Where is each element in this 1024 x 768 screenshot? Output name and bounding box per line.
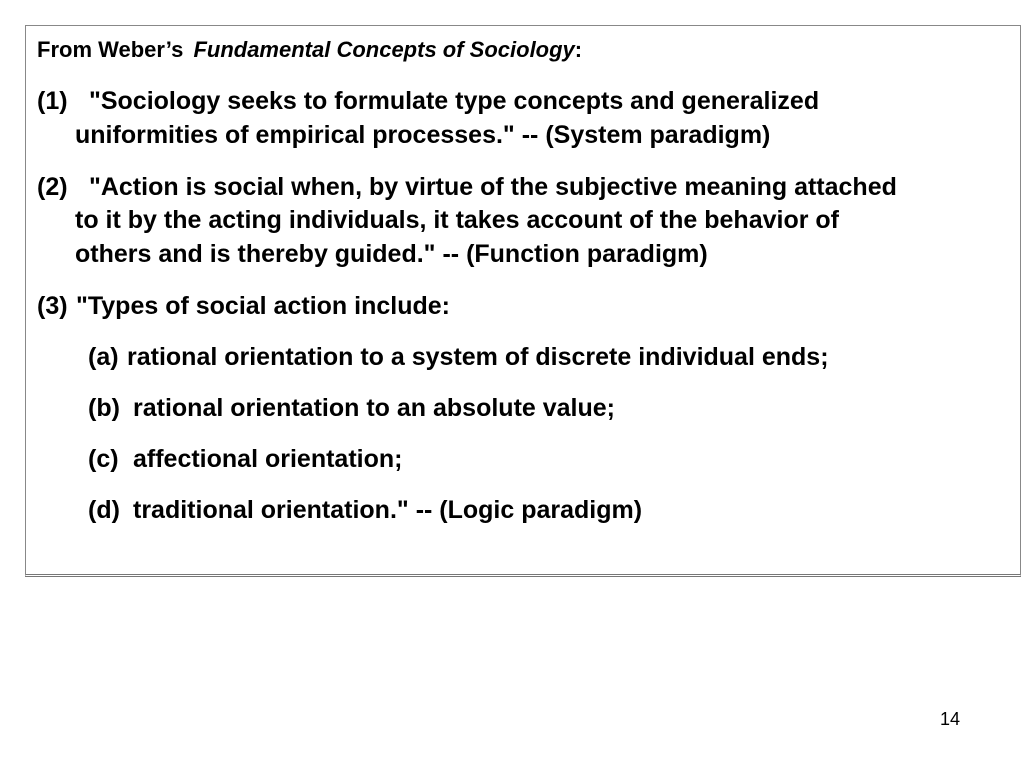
point-number: (3): [37, 292, 68, 320]
subpoint-letter: (d): [88, 496, 120, 524]
subpoint-text: rational orientation to a system of discrete individual ends;: [127, 343, 829, 371]
point-text-line: uniformities of empirical processes." -- (System paradigm): [75, 121, 771, 149]
subpoint-letter: (b): [88, 394, 120, 422]
subpoint-text: affectional orientation;: [133, 445, 403, 473]
slide-heading: [37, 35, 582, 65]
heading-colon: :: [574, 37, 583, 62]
subpoint-text: traditional orientation." -- (Logic paradigm): [133, 496, 643, 524]
point-text-line: "Types of social action include:: [76, 292, 450, 320]
page-number: 14: [940, 709, 961, 729]
subpoint-letter: (a): [88, 343, 119, 371]
book-title: Fundamental Concepts of Sociology: [193, 37, 575, 62]
point-text-line: others and is thereby guided." -- (Function paradigm): [75, 240, 708, 268]
point-text-line: "Action is social when, by virtue of the subjective meaning attached: [89, 173, 897, 201]
point-text-line: "Sociology seeks to formulate type concepts and generalized: [89, 87, 820, 115]
heading-prefix: From Weber’s: [37, 37, 184, 62]
point-number: (2): [37, 173, 68, 201]
point-text-line: to it by the acting individuals, it takes account of the behavior of: [75, 206, 839, 234]
subpoint-letter: (c): [88, 445, 119, 473]
point-number: (1): [37, 87, 68, 115]
subpoint-text: rational orientation to an absolute value;: [133, 394, 616, 422]
